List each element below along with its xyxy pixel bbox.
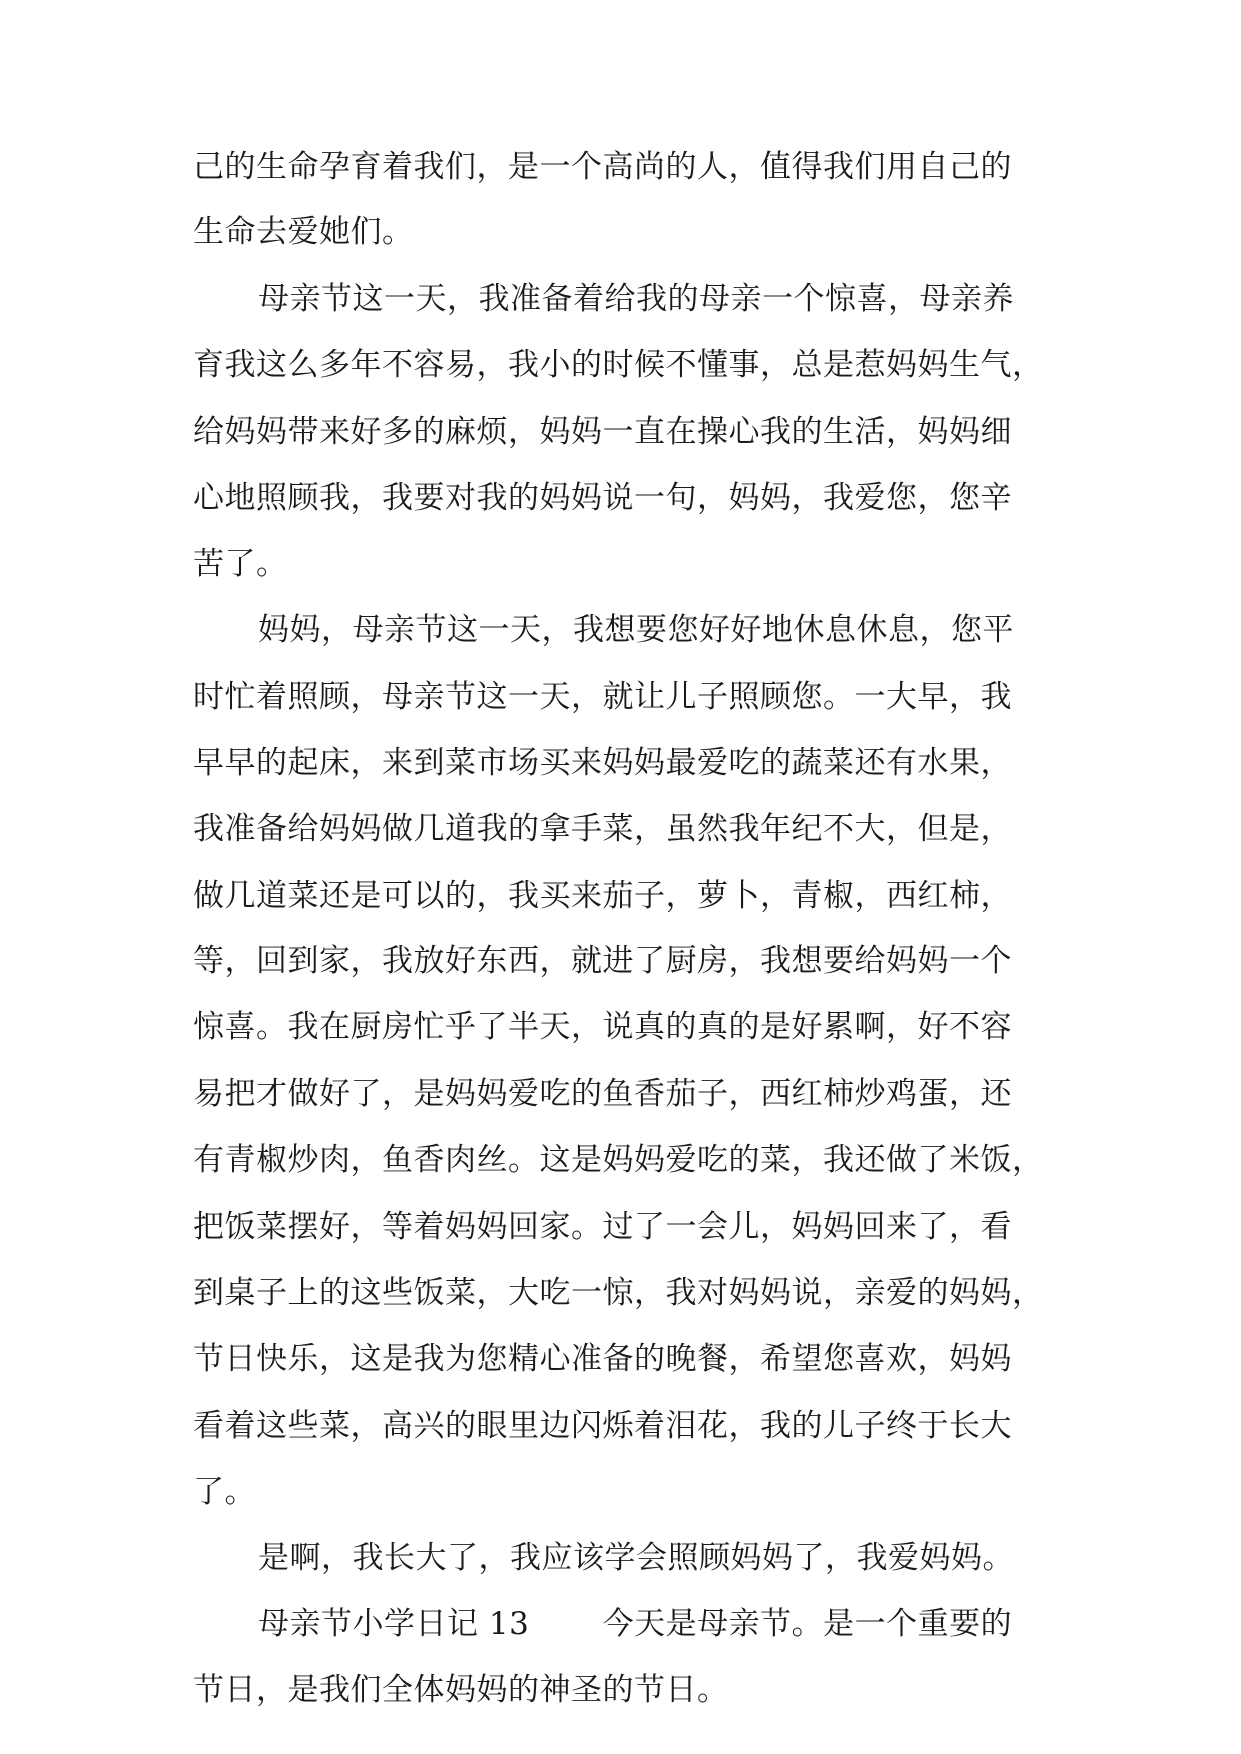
- text-line: 到桌子上的这些饭菜，大吃一惊，我对妈妈说，亲爱的妈妈，: [193, 1275, 1044, 1311]
- text-line: 母亲节小学日记 13 今天是母亲节。是一个重要的: [258, 1606, 1013, 1642]
- text-line: 了。: [193, 1474, 256, 1510]
- text-line: 生命去爱她们。: [193, 214, 414, 250]
- text-line: 等，回到家，我放好东西，就进了厨房，我想要给妈妈一个: [193, 943, 1012, 979]
- text-line: 节日快乐，这是我为您精心准备的晚餐，希望您喜欢，妈妈: [193, 1341, 1012, 1377]
- text-line: 心地照顾我，我要对我的妈妈说一句，妈妈，我爱您，您辛: [193, 480, 1012, 516]
- text-line: 我准备给妈妈做几道我的拿手菜，虽然我年纪不大，但是，: [193, 811, 1012, 847]
- text-line: 妈妈，母亲节这一天，我想要您好好地休息休息，您平: [258, 612, 1014, 648]
- text-line: 苦了。: [193, 546, 288, 582]
- text-line: 看着这些菜，高兴的眼里边闪烁着泪花，我的儿子终于长大: [193, 1408, 1012, 1444]
- text-line: 给妈妈带来好多的麻烦，妈妈一直在操心我的生活，妈妈细: [193, 414, 1012, 450]
- text-line: 己的生命孕育着我们，是一个高尚的人，值得我们用自己的: [193, 149, 1012, 185]
- text-line: 育我这么多年不容易，我小的时候不懂事，总是惹妈妈生气，: [193, 347, 1044, 383]
- text-line: 时忙着照顾，母亲节这一天，就让儿子照顾您。一大早，我: [193, 679, 1012, 715]
- text-line: 节日，是我们全体妈妈的神圣的节日。: [193, 1672, 729, 1708]
- text-line: 把饭菜摆好，等着妈妈回家。过了一会儿，妈妈回来了，看: [193, 1209, 1012, 1245]
- text-line: 有青椒炒肉，鱼香肉丝。这是妈妈爱吃的菜，我还做了米饭，: [193, 1142, 1044, 1178]
- text-line: 是啊，我长大了，我应该学会照顾妈妈了，我爱妈妈。: [258, 1540, 1014, 1576]
- text-line: 早早的起床，来到菜市场买来妈妈最爱吃的蔬菜还有水果，: [193, 745, 1012, 781]
- text-line: 做几道菜还是可以的，我买来茄子，萝卜，青椒，西红柿，: [193, 878, 1012, 914]
- text-line: 母亲节这一天，我准备着给我的母亲一个惊喜，母亲养: [258, 281, 1014, 317]
- text-line: 易把才做好了，是妈妈爱吃的鱼香茄子，西红柿炒鸡蛋，还: [193, 1076, 1012, 1112]
- text-line: 惊喜。我在厨房忙乎了半天，说真的真的是好累啊，好不容: [193, 1009, 1012, 1045]
